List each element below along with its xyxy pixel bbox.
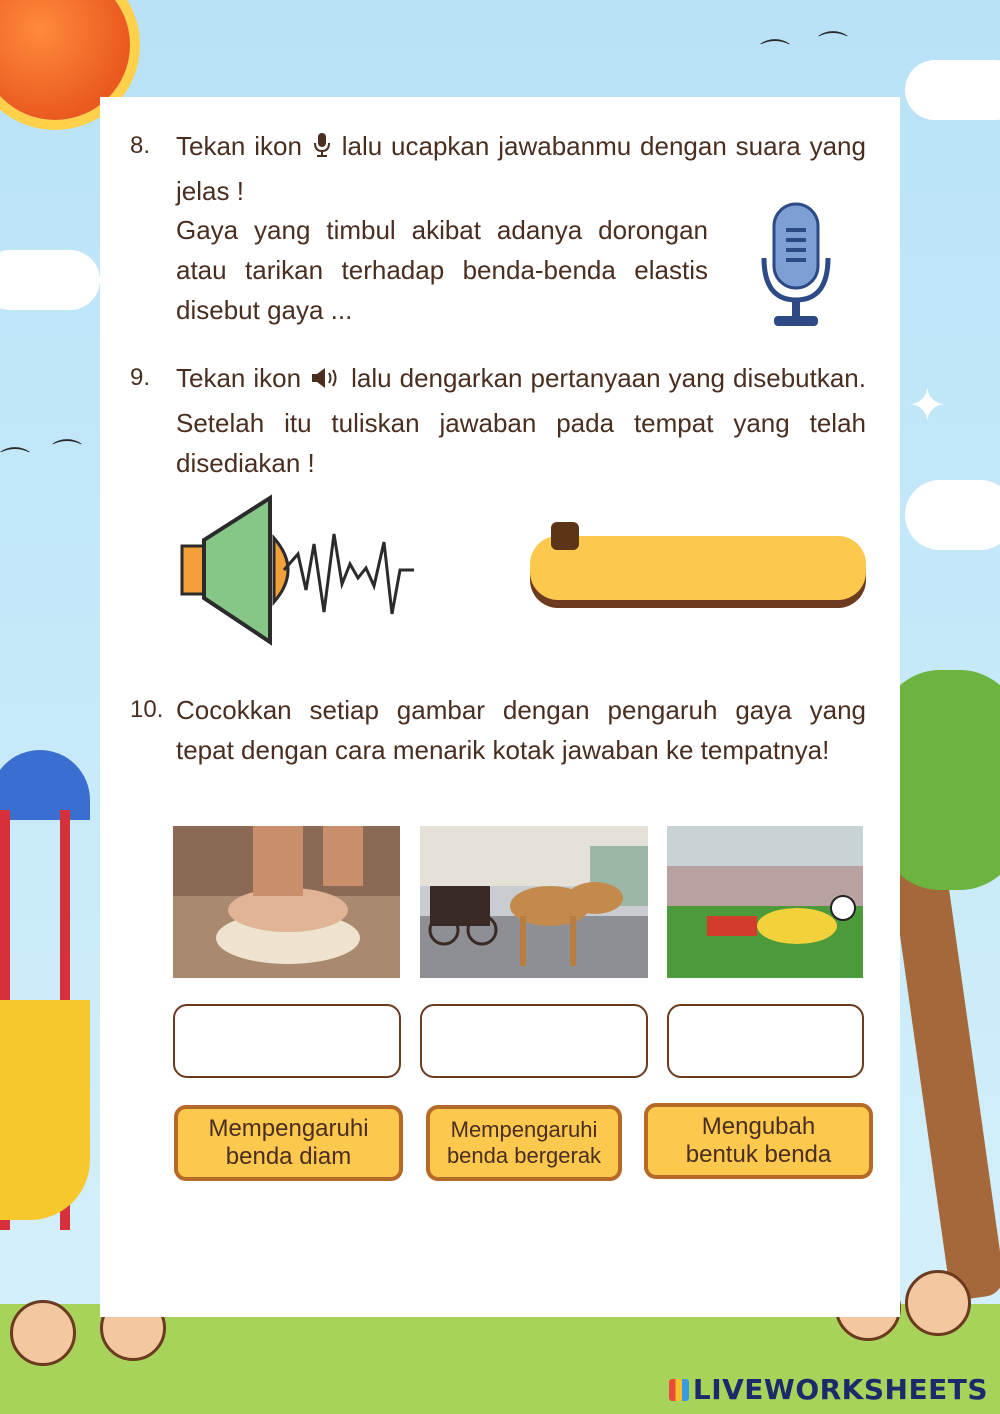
play-audio-button[interactable]	[178, 494, 430, 646]
answer-input-cursor	[551, 522, 579, 550]
answer-chip-text	[208, 1115, 368, 1171]
answer-chip-line: Mempengaruhi	[208, 1115, 369, 1142]
microphone-icon	[756, 200, 836, 330]
speaker-icon	[311, 363, 341, 403]
question-number-9: 9.	[130, 364, 151, 391]
question-9-prompt	[176, 358, 866, 483]
child-illustration	[905, 1270, 971, 1336]
liveworksheets-logo	[669, 1373, 988, 1406]
cloud	[0, 250, 100, 310]
answer-chip-text	[447, 1117, 601, 1169]
microphone-icon	[313, 131, 331, 171]
bird-icon: ⌒	[818, 30, 848, 65]
bird-icon: ⌒	[52, 438, 82, 473]
answer-chip-line: Mempengaruhi	[450, 1117, 598, 1142]
question-8-prompt	[176, 126, 866, 211]
answer-chip-line: benda diam	[225, 1143, 352, 1170]
drop-zone-2[interactable]	[420, 1004, 648, 1078]
slide-roof	[0, 750, 90, 820]
child-illustration	[10, 1300, 76, 1366]
answer-chip-line: Mengubah	[701, 1113, 816, 1140]
question-8-prompt-end: lalu ucapkan jawabanmu dengan suara yang jelas !	[176, 131, 866, 206]
sparkle-icon: ✦	[908, 378, 947, 432]
brand-text: LIVEWORKSHEETS	[692, 1373, 988, 1406]
drop-zone-1[interactable]	[173, 1004, 401, 1078]
question-9-prompt-start: Tekan ikon	[176, 363, 302, 393]
bird-icon: ⌒	[760, 38, 790, 73]
answer-chip-affect-moving[interactable]	[426, 1105, 622, 1181]
answer-chip-change-shape[interactable]	[644, 1103, 873, 1179]
question-10-prompt: Cocokkan setiap gambar dengan pengaruh gaya yang tepat dengan cara menarik kotak jawaban ke tempatnya!	[176, 695, 866, 765]
drop-zone-3[interactable]	[667, 1004, 864, 1078]
record-microphone-button[interactable]	[756, 200, 836, 330]
speaker-sound-wave-icon	[178, 494, 430, 646]
answer-chip-text	[686, 1113, 831, 1169]
cloud	[905, 60, 1000, 120]
horse-carriage-photo	[420, 826, 648, 978]
goalkeeper-photo	[667, 826, 863, 978]
cloud	[905, 480, 1000, 550]
answer-text-input[interactable]	[530, 536, 866, 600]
playground-slide	[0, 750, 100, 1210]
question-number-8: 8.	[130, 132, 151, 159]
answer-chip-affect-stationary[interactable]	[174, 1105, 403, 1181]
question-number-10: 10.	[130, 696, 164, 723]
question-8-body: Gaya yang timbul akibat adanya dorongan atau tarikan terhadap benda-benda elastis disebut gaya ...	[176, 215, 708, 325]
answer-chip-line: benda bergerak	[446, 1143, 602, 1168]
answer-chip-line: bentuk benda	[685, 1141, 832, 1168]
slide-chute	[0, 1000, 90, 1220]
bird-icon: ⌒	[0, 446, 30, 481]
question-8-prompt-start: Tekan ikon	[176, 131, 302, 161]
question-9-prompt-end: lalu dengarkan pertanyaan yang disebutkan. Setelah itu tuliskan jawaban pada tempat yang telah disediakan !	[176, 363, 866, 478]
kneading-dough-photo	[173, 826, 400, 978]
liveworksheets-mark-icon	[669, 1379, 689, 1401]
